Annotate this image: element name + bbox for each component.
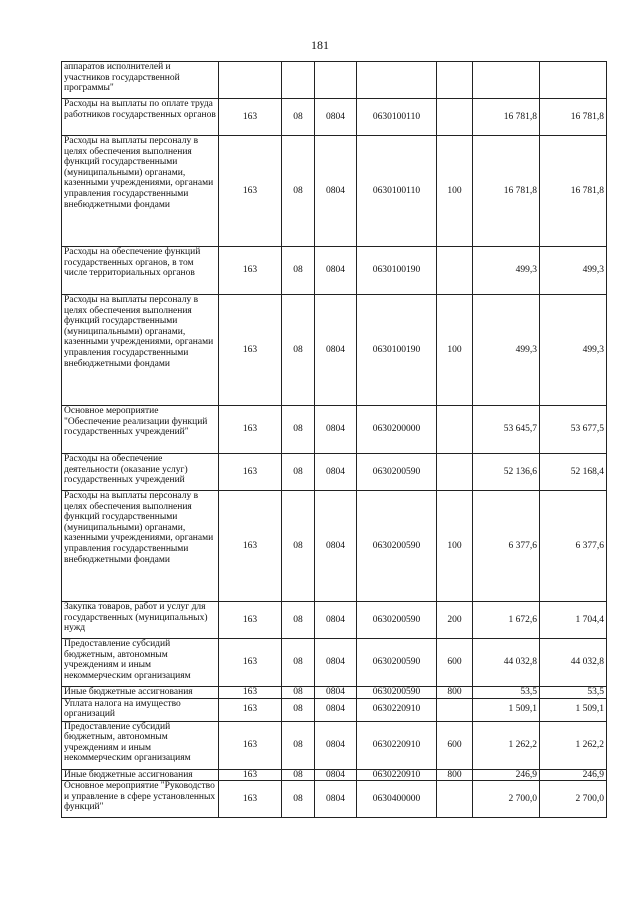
cell-org-code: 163 [219, 491, 282, 602]
cell-target-article: 0630100190 [357, 295, 437, 406]
cell-target-article [357, 62, 437, 99]
cell-amount-year-1: 16 781,8 [473, 99, 540, 136]
cell-name: Иные бюджетные ассигнования [62, 769, 219, 781]
table-row [62, 781, 607, 818]
table-row [62, 687, 607, 699]
cell-section: 08 [282, 99, 315, 136]
cell-section: 08 [282, 781, 315, 818]
cell-org-code: 163 [219, 769, 282, 781]
cell-subsection: 0804 [315, 781, 357, 818]
cell-name: Расходы на выплаты персоналу в целях обеспечения выполнения функций государственными (муниципальными) органами, казенными учреждениями, органами управления государственными внебюджетными фондами [62, 491, 219, 602]
cell-expense-type: 600 [437, 639, 473, 687]
cell-org-code: 163 [219, 721, 282, 769]
cell-org-code: 163 [219, 639, 282, 687]
cell-name: Уплата налога на имущество организаций [62, 698, 219, 721]
budget-table [61, 61, 607, 818]
cell-name: Закупка товаров, работ и услуг для государственных (муниципальных) нужд [62, 602, 219, 639]
cell-name: Предоставление субсидий бюджетным, автономным учреждениям и иным некоммерческим организациям [62, 639, 219, 687]
cell-subsection: 0804 [315, 247, 357, 295]
cell-target-article: 0630200590 [357, 602, 437, 639]
cell-amount-year-1: 499,3 [473, 295, 540, 406]
cell-amount-year-2: 6 377,6 [540, 491, 607, 602]
cell-target-article: 0630220910 [357, 721, 437, 769]
cell-subsection: 0804 [315, 602, 357, 639]
cell-name: Иные бюджетные ассигнования [62, 687, 219, 699]
cell-target-article: 0630400000 [357, 781, 437, 818]
cell-amount-year-2: 53 677,5 [540, 406, 607, 454]
cell-expense-type: 100 [437, 295, 473, 406]
cell-target-article: 0630200000 [357, 406, 437, 454]
cell-section: 08 [282, 721, 315, 769]
cell-expense-type: 200 [437, 602, 473, 639]
cell-section: 08 [282, 698, 315, 721]
cell-amount-year-1: 53,5 [473, 687, 540, 699]
cell-name: Расходы на обеспечение функций государственных органов, в том числе территориальных органов [62, 247, 219, 295]
cell-subsection: 0804 [315, 491, 357, 602]
cell-name: Основное мероприятие "Обеспечение реализации функций государственных учреждений" [62, 406, 219, 454]
cell-expense-type: 800 [437, 769, 473, 781]
cell-expense-type: 800 [437, 687, 473, 699]
cell-amount-year-2: 2 700,0 [540, 781, 607, 818]
cell-expense-type [437, 454, 473, 491]
cell-expense-type [437, 62, 473, 99]
cell-amount-year-1: 1 262,2 [473, 721, 540, 769]
cell-target-article: 0630100110 [357, 136, 437, 247]
cell-subsection: 0804 [315, 136, 357, 247]
cell-org-code: 163 [219, 781, 282, 818]
table-row [62, 99, 607, 136]
cell-name: Расходы на выплаты персоналу в целях обеспечения выполнения функций государственными (муниципальными) органами, казенными учреждениями, органами управления государственными внебюджетными фондами [62, 295, 219, 406]
cell-name: Расходы на выплаты персоналу в целях обеспечения выполнения функций государственными (муниципальными) органами, казенными учреждениями, органами управления государственными внебюджетными фондами [62, 136, 219, 247]
cell-target-article: 0630200590 [357, 491, 437, 602]
page-number: 181 [311, 38, 329, 52]
cell-org-code: 163 [219, 136, 282, 247]
cell-section: 08 [282, 454, 315, 491]
cell-target-article: 0630100110 [357, 99, 437, 136]
cell-org-code: 163 [219, 99, 282, 136]
table-row [62, 295, 607, 406]
cell-org-code: 163 [219, 687, 282, 699]
cell-subsection: 0804 [315, 698, 357, 721]
cell-amount-year-1: 44 032,8 [473, 639, 540, 687]
cell-subsection: 0804 [315, 454, 357, 491]
cell-org-code: 163 [219, 698, 282, 721]
cell-name: Предоставление субсидий бюджетным, автономным учреждениям и иным некоммерческим организациям [62, 721, 219, 769]
cell-amount-year-1: 53 645,7 [473, 406, 540, 454]
cell-name: Расходы на выплаты по оплате труда работников государственных органов [62, 99, 219, 136]
cell-subsection: 0804 [315, 406, 357, 454]
cell-org-code: 163 [219, 602, 282, 639]
table-row [62, 721, 607, 769]
cell-subsection [315, 62, 357, 99]
cell-org-code [219, 62, 282, 99]
cell-expense-type [437, 698, 473, 721]
cell-org-code: 163 [219, 247, 282, 295]
cell-section: 08 [282, 247, 315, 295]
cell-amount-year-1: 16 781,8 [473, 136, 540, 247]
cell-subsection: 0804 [315, 769, 357, 781]
cell-amount-year-2 [540, 62, 607, 99]
cell-org-code: 163 [219, 454, 282, 491]
cell-expense-type [437, 781, 473, 818]
cell-org-code: 163 [219, 406, 282, 454]
cell-subsection: 0804 [315, 639, 357, 687]
cell-section: 08 [282, 136, 315, 247]
cell-subsection: 0804 [315, 687, 357, 699]
cell-section: 08 [282, 295, 315, 406]
cell-amount-year-1: 246,9 [473, 769, 540, 781]
cell-section: 08 [282, 687, 315, 699]
cell-amount-year-1: 1 672,6 [473, 602, 540, 639]
cell-name: аппаратов исполнителей и участников государственной программы" [62, 62, 219, 99]
table-row [62, 62, 607, 99]
cell-subsection: 0804 [315, 99, 357, 136]
cell-expense-type: 600 [437, 721, 473, 769]
cell-amount-year-2: 1 704,4 [540, 602, 607, 639]
cell-amount-year-2: 1 262,2 [540, 721, 607, 769]
cell-amount-year-1: 1 509,1 [473, 698, 540, 721]
cell-amount-year-2: 52 168,4 [540, 454, 607, 491]
cell-amount-year-2: 16 781,8 [540, 136, 607, 247]
table-row [62, 491, 607, 602]
cell-target-article: 0630200590 [357, 639, 437, 687]
cell-amount-year-1: 52 136,6 [473, 454, 540, 491]
cell-name: Расходы на обеспечение деятельности (оказание услуг) государственных учреждений [62, 454, 219, 491]
cell-expense-type [437, 247, 473, 295]
cell-org-code: 163 [219, 295, 282, 406]
cell-amount-year-2: 16 781,8 [540, 99, 607, 136]
cell-section [282, 62, 315, 99]
cell-subsection: 0804 [315, 295, 357, 406]
table-row [62, 247, 607, 295]
table-row [62, 602, 607, 639]
table-row [62, 406, 607, 454]
cell-expense-type [437, 99, 473, 136]
cell-amount-year-1: 499,3 [473, 247, 540, 295]
cell-section: 08 [282, 769, 315, 781]
cell-section: 08 [282, 406, 315, 454]
table-row [62, 698, 607, 721]
cell-target-article: 0630220910 [357, 698, 437, 721]
cell-amount-year-1: 2 700,0 [473, 781, 540, 818]
cell-section: 08 [282, 602, 315, 639]
cell-target-article: 0630200590 [357, 687, 437, 699]
table-row [62, 639, 607, 687]
cell-name: Основное мероприятие "Руководство и управление в сфере установленных функций" [62, 781, 219, 818]
table-row [62, 454, 607, 491]
cell-expense-type: 100 [437, 136, 473, 247]
cell-amount-year-1 [473, 62, 540, 99]
cell-target-article: 0630220910 [357, 769, 437, 781]
cell-amount-year-2: 499,3 [540, 295, 607, 406]
cell-section: 08 [282, 491, 315, 602]
table-row [62, 769, 607, 781]
cell-expense-type: 100 [437, 491, 473, 602]
cell-target-article: 0630100190 [357, 247, 437, 295]
cell-amount-year-1: 6 377,6 [473, 491, 540, 602]
cell-subsection: 0804 [315, 721, 357, 769]
cell-amount-year-2: 53,5 [540, 687, 607, 699]
cell-amount-year-2: 1 509,1 [540, 698, 607, 721]
cell-section: 08 [282, 639, 315, 687]
cell-amount-year-2: 44 032,8 [540, 639, 607, 687]
cell-expense-type [437, 406, 473, 454]
cell-amount-year-2: 499,3 [540, 247, 607, 295]
cell-target-article: 0630200590 [357, 454, 437, 491]
cell-amount-year-2: 246,9 [540, 769, 607, 781]
table-row [62, 136, 607, 247]
